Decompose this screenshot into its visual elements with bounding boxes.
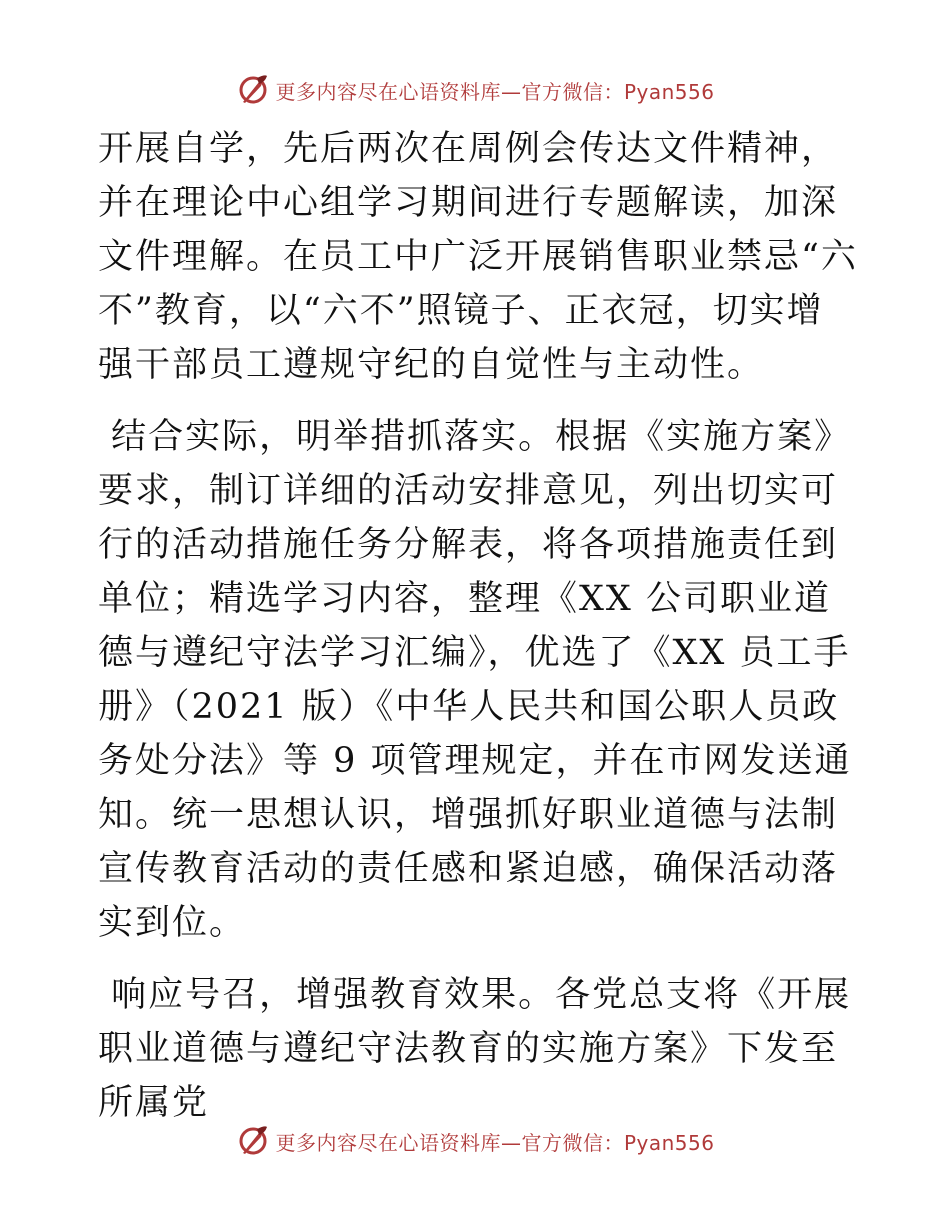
paragraph-1: 开展自学，先后两次在周例会传达文件精神，并在理论中心组学习期间进行专题解读，加深文件理解。在员工中广泛开展销售职业禁忌“六不”教育，以“六不”照镜子、正衣冠，切实增强干部员工遵规守纪的自觉性与主动性。	[98, 129, 858, 385]
header-banner-text: 更多内容尽在心语资料库—官方微信：Pyan556	[275, 79, 715, 104]
document-body	[98, 122, 858, 1148]
quill-circle-icon	[235, 72, 271, 108]
paragraph-3: 响应号召，增强教育效果。各党总支将《开展职业道德与遵纪守法教育的实施方案》下发至所属党	[98, 975, 852, 1123]
quill-circle-icon	[235, 1123, 271, 1159]
footer-banner-text: 更多内容尽在心语资料库—官方微信：Pyan556	[275, 1130, 715, 1155]
paragraph-2: 结合实际，明举措抓落实。根据《实施方案》要求，制订详细的活动安排意见，列出切实可行的活动措施任务分解表，将各项措施责任到单位；精选学习内容，整理《XX 公司职业道德与遵纪守法学习汇编》，优选了《XX 员工手册》（2021 版）《中华人民共和国公职人员政务处分法》等 9 项管理规定，并在市网发送通知。统一思想认识，增强抓好职业道德与法制宣传教育活动的责任感和紧迫感，确保活动落实到位。	[98, 417, 852, 943]
footer-banner	[0, 1121, 950, 1161]
header-banner	[0, 70, 950, 110]
